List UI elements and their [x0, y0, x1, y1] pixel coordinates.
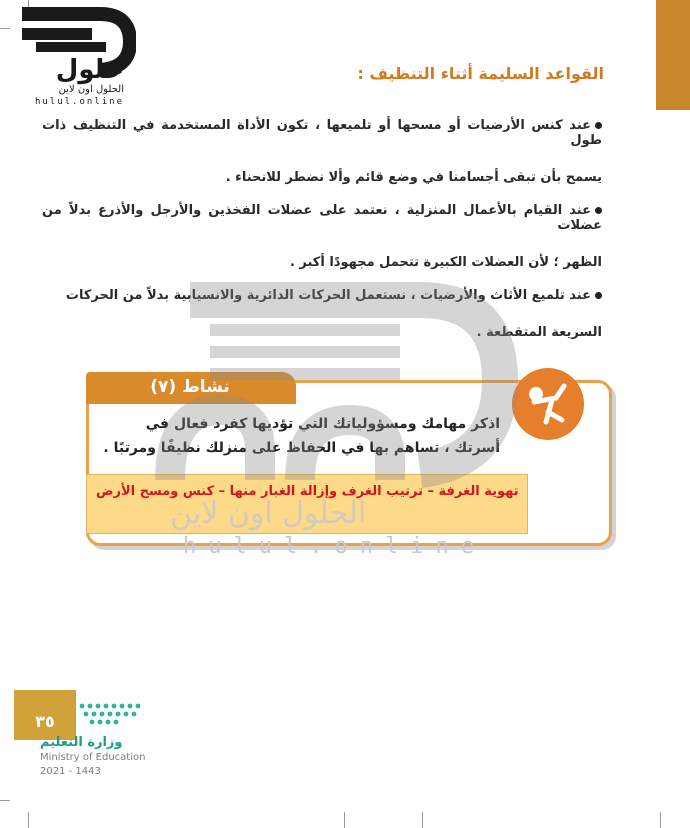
watermark-small-ar: الحلول اون لاين — [58, 84, 124, 95]
watermark-logo — [12, 6, 136, 110]
watermark-large — [150, 280, 530, 514]
ministry-name-en: Ministry of Education — [40, 752, 146, 763]
watermark-large-graphic — [150, 280, 530, 510]
crop-mark — [0, 28, 10, 29]
bullet-icon — [595, 122, 602, 129]
crop-mark — [0, 800, 10, 801]
watermark-large-en: hulul.online — [183, 534, 486, 559]
paragraph-2 — [42, 203, 602, 270]
answer-text: تهوية الغرفة – ترتيب الغرف وإزالة الغبار منها – كنس ومسح الأرض — [96, 484, 519, 499]
paragraph-1-line1: عند كنس الأرضيات أو مسحها أو تلميعها ، تكون الأداة المستخدمة في التنظيف ذات طول — [42, 118, 602, 148]
ministry-dots-icon — [78, 700, 158, 730]
chapter-tab — [656, 0, 690, 110]
watermark-logo-graphic — [12, 6, 136, 106]
paragraph-2-line2: الظهر ؛ لأن العضلات الكبيرة تتحمل مجهودًا أكبر . — [289, 255, 602, 270]
paragraph-3-line1: عند تلميع الأثاث والأرضيات ، نستعمل الحركات الدائرية والانسيابية بدلاً من الحركات — [65, 288, 591, 303]
activity-question: اذكر مهامك ومسؤولياتك التي تؤديها كفرد فعال في أسرتك ، تساهم بها في الحفاظ على منزلك نظيفًا ومرتبًا . — [103, 416, 500, 456]
watermark-brand: حلول — [55, 55, 124, 85]
watermark-large-ar: الحلول اون لاين — [170, 496, 367, 531]
edition-year: 2021 - 1443 — [40, 766, 101, 777]
watermark-small-en: hulul.online — [34, 97, 124, 106]
crop-mark — [422, 812, 423, 828]
ministry-name-ar: وزارة التعليم — [40, 735, 123, 750]
activity-title: نشاط (٧) — [150, 377, 230, 397]
section-title: القواعد السليمة أثناء التنظيف : — [357, 64, 604, 83]
paragraph-3-line2: السريعة المتقطعة . — [476, 325, 602, 340]
crop-mark — [344, 812, 345, 828]
page-number: ٣٥ — [35, 712, 55, 731]
paragraph-2-line1: عند القيام بالأعمال المنزلية ، نعتمد على عضلات الفخذين والأرجل والأذرع بدلاً من عضلات — [42, 203, 602, 233]
crop-mark — [28, 812, 29, 828]
crop-mark — [660, 812, 661, 828]
bullet-icon — [595, 207, 602, 214]
paragraph-1 — [42, 118, 602, 185]
paragraph-1-line2: يسمح بأن تبقى أجسامنا في وضع قائم وألا نضطر للانحناء . — [225, 170, 602, 185]
bullet-icon — [595, 292, 602, 299]
